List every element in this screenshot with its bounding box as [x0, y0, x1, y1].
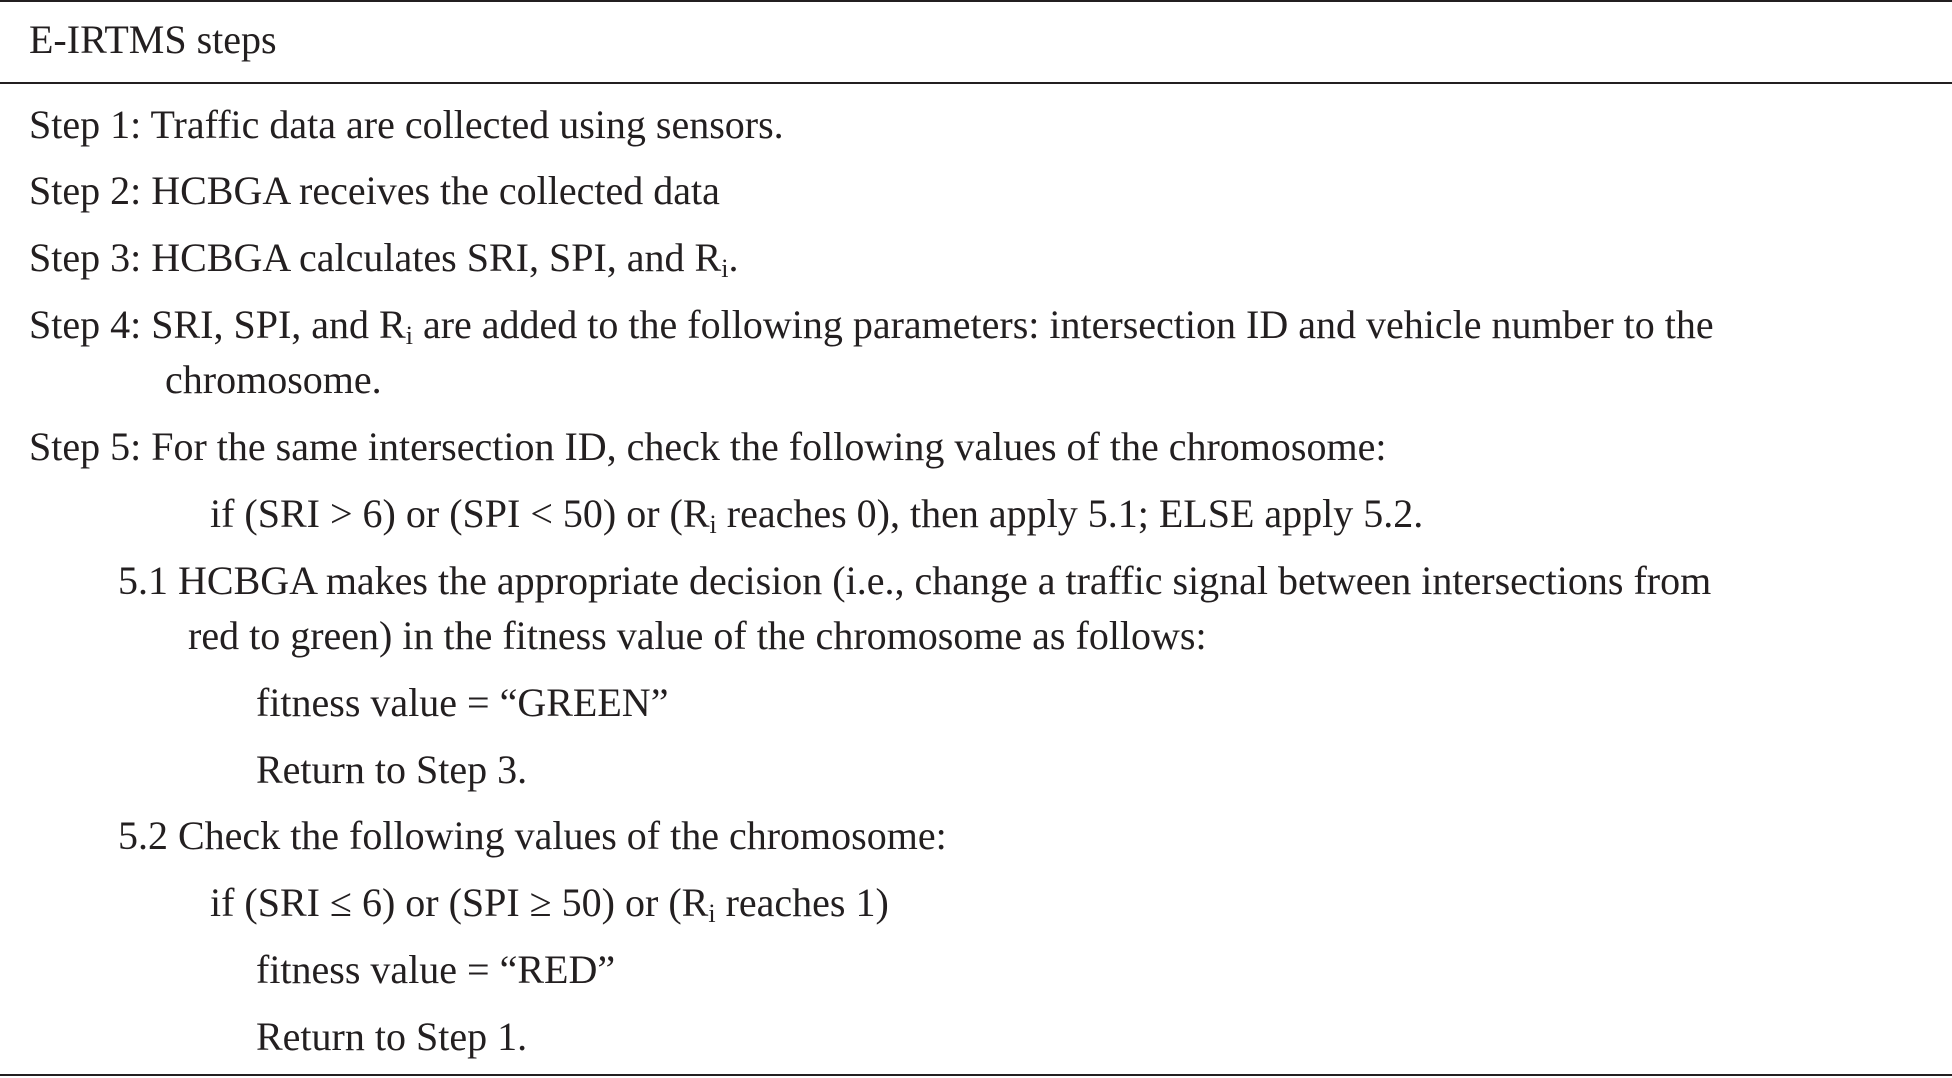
table-bottom-rule	[0, 1074, 1952, 1076]
step-3	[29, 232, 738, 284]
step-5-2-condition-subscript: i	[708, 899, 716, 928]
step-5-2-fitness: fitness value = “RED”	[256, 947, 616, 992]
step-5-1-label: 5.1	[118, 558, 168, 603]
step-5-condition-subscript: i	[709, 510, 717, 539]
step-4-text: SRI, SPI, and R	[151, 302, 406, 347]
table-top-rule	[0, 0, 1952, 2]
step-5-condition-text: if (SRI > 6) or (SPI < 50) or (R	[210, 491, 710, 536]
step-5-2-return: Return to Step 1.	[256, 1014, 528, 1059]
table-header: E-IRTMS steps	[29, 17, 277, 62]
step-4-subscript: i	[405, 321, 413, 350]
step-5-1-line-1	[118, 555, 1711, 607]
step-5-2: 5.2 Check the following values of the chromosome:	[118, 813, 947, 858]
step-4-line-2: chromosome.	[165, 357, 382, 402]
step-1: Step 1: Traffic data are collected using sensors.	[29, 102, 784, 147]
step-5-1-return: Return to Step 3.	[256, 747, 528, 792]
step-5-2-condition-end: reaches 1)	[715, 880, 889, 925]
step-4-line-1	[29, 299, 1714, 351]
step-5: Step 5: For the same intersection ID, check the following values of the chromosome:	[29, 424, 1387, 469]
step-2: Step 2: HCBGA receives the collected data	[29, 168, 720, 213]
step-4-label: Step 4:	[29, 302, 142, 347]
step-5-1-line-2: red to green) in the fitness value of the chromosome as follows:	[188, 613, 1207, 658]
step-4-text-end: are added to the following parameters: intersection ID and vehicle number to the	[412, 302, 1714, 347]
step-5-2-condition	[210, 877, 889, 929]
step-5-condition	[210, 488, 1423, 540]
step-3-subscript: i	[721, 254, 729, 283]
step-5-1-text: HCBGA makes the appropriate decision (i.e., change a traffic signal between intersections from	[178, 558, 1712, 603]
step-5-condition-end: reaches 0), then apply 5.1; ELSE apply 5.2.	[716, 491, 1424, 536]
step-5-2-condition-text: if (SRI ≤ 6) or (SPI ≥ 50) or (R	[210, 880, 709, 925]
step-5-1-fitness: fitness value = “GREEN”	[256, 680, 669, 725]
step-3-end: .	[728, 235, 739, 280]
step-3-text: Step 3: HCBGA calculates SRI, SPI, and R	[29, 235, 722, 280]
header-rule	[0, 82, 1952, 84]
